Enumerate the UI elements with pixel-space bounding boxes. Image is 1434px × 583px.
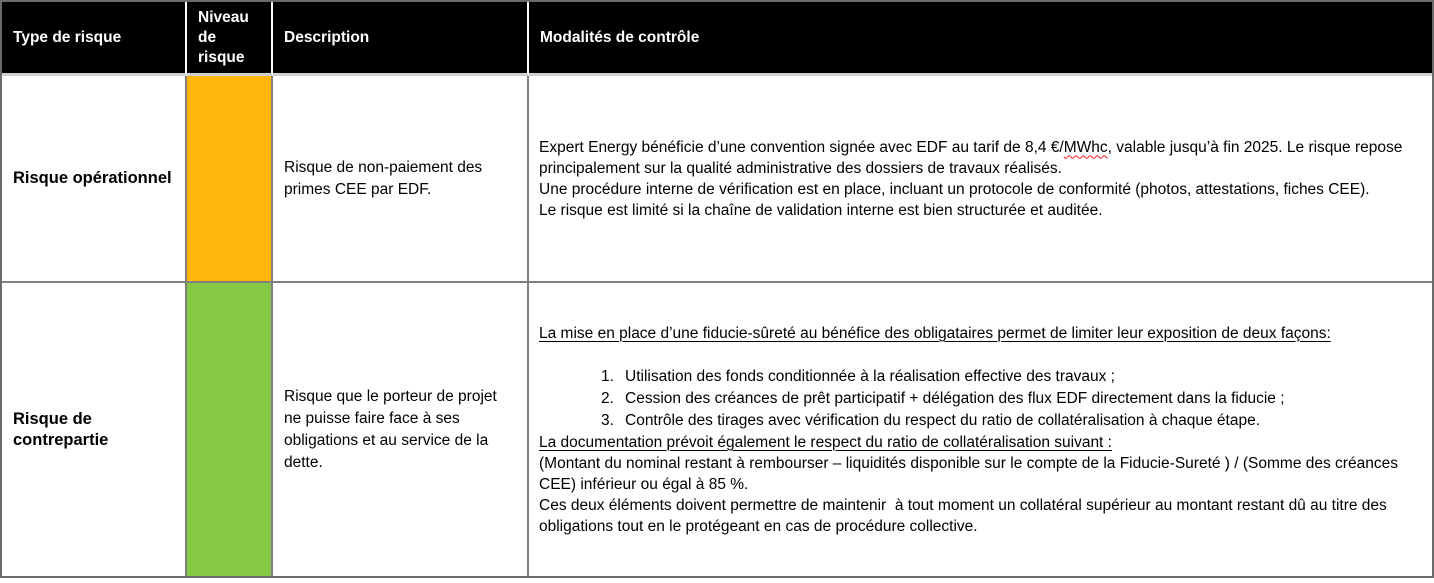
risk-description-text: Risque que le porteur de projet ne puisse faire face à ses obligations et au service de la dette. bbox=[284, 387, 497, 471]
controls-paragraph-procedure bbox=[539, 179, 1414, 221]
risk-level-cell-operational-orange bbox=[187, 76, 273, 283]
list-item bbox=[539, 366, 1414, 387]
controls-paragraph-convention bbox=[539, 137, 1414, 179]
col-header-description bbox=[273, 2, 529, 76]
col-header-label: Type de risque bbox=[13, 28, 122, 46]
controls-conclusion: Ces deux éléments doivent permettre de maintenir à tout moment un collatéral supérieur au montant restant dû au titre des obligations tout en le protégeant en cas de procédure collective. bbox=[539, 496, 1387, 535]
col-header-modalites-de-controle bbox=[529, 2, 1432, 76]
list-item bbox=[539, 410, 1414, 431]
risk-controls-cell bbox=[529, 76, 1432, 283]
col-header-type-de-risque bbox=[2, 2, 187, 76]
list-item-text: Utilisation des fonds conditionnée à la réalisation effective des travaux ; bbox=[625, 367, 1115, 385]
list-item-number: 1. bbox=[601, 367, 614, 385]
controls-ratio-formula: (Montant du nominal restant à rembourser – liquidités disponible sur le compte de la Fiducie-Sureté ) / (Somme des créances CEE) inférieur ou égal à 85 %. bbox=[539, 454, 1398, 493]
col-header-label: Modalités de contrôle bbox=[540, 28, 700, 46]
col-header-label: Niveau de risque bbox=[198, 8, 249, 66]
controls-numbered-list bbox=[539, 366, 1414, 432]
risk-controls-cell bbox=[529, 283, 1432, 576]
risk-description-text: Risque de non-paiement des primes CEE par EDF. bbox=[284, 158, 483, 198]
col-header-niveau-de-risque bbox=[187, 2, 273, 76]
list-item-text: Contrôle des tirages avec vérification du respect du ratio de collatéralisation à chaque étape. bbox=[625, 411, 1261, 429]
controls-text: , valable jusqu’à fin 2025. Le risque repose principalement sur la qualité administrative des dossiers de travaux réalisés. bbox=[539, 138, 1403, 177]
risk-description-cell bbox=[273, 283, 529, 576]
risk-type-cell-counterparty bbox=[2, 283, 187, 576]
controls-text-line: Une procédure interne de vérification est en place, incluant un protocole de conformité (photos, attestations, fiches CEE). bbox=[539, 180, 1370, 198]
spellchecked-word: MWhc bbox=[1063, 138, 1108, 156]
list-item-number: 3. bbox=[601, 411, 614, 429]
risk-type-label: Risque opérationnel bbox=[13, 169, 172, 187]
controls-text: Expert Energy bénéficie d’une convention signée avec EDF au tarif de 8,4 €/ bbox=[539, 138, 1064, 156]
risk-type-label: Risque de contrepartie bbox=[13, 409, 109, 449]
risk-level-cell-counterparty-green bbox=[187, 283, 273, 576]
list-item bbox=[539, 388, 1414, 409]
risk-type-cell-operational bbox=[2, 76, 187, 283]
controls-heading-fiducie: La mise en place d’une fiducie-sûreté au bénéfice des obligataires permet de limiter leur exposition de deux façons: bbox=[539, 324, 1331, 342]
controls-heading-documentation: La documentation prévoit également le respect du ratio de collatéralisation suivant : bbox=[539, 433, 1112, 451]
list-item-text: Cession des créances de prêt participatif + délégation des flux EDF directement dans la fiducie ; bbox=[625, 389, 1285, 407]
col-header-label: Description bbox=[284, 28, 370, 46]
controls-text-line: Le risque est limité si la chaîne de validation interne est bien structurée et auditée. bbox=[539, 201, 1103, 219]
list-item-number: 2. bbox=[601, 389, 614, 407]
risk-description-cell bbox=[273, 76, 529, 283]
